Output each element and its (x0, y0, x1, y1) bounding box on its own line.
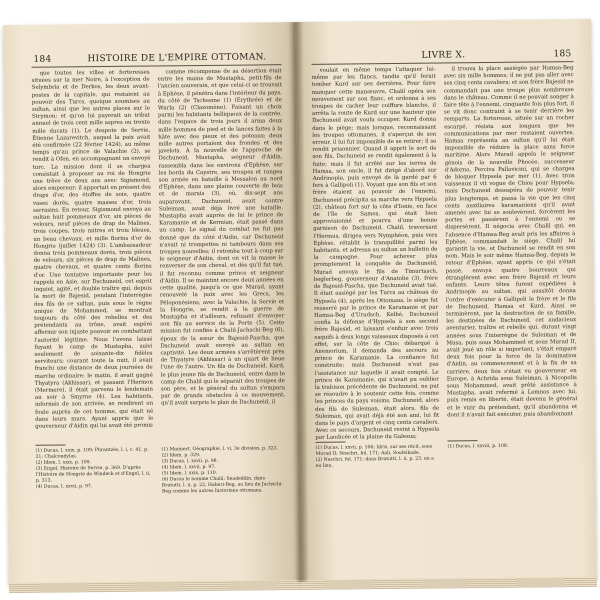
page-edge (9, 580, 301, 593)
footnote-rule (35, 444, 65, 445)
left-page (3, 22, 301, 585)
footnote: (4) Ducas, l. xxvii, p. 97. (35, 484, 93, 490)
text-column-1 (32, 70, 154, 437)
footnote: (1) Mannert, Géographie, l. vi, 3e division, p. 322. (161, 446, 279, 453)
footnotes-column-1 (36, 448, 154, 491)
body-text: voulait en même temps l'attaquer lui-même par les flancs, tandis qu'il ferait tomber Kurd sur ses derrières. Pour faire manquer cette manœuvre, Chalil opéra son mouvement sur son flanc, et ordonna à ses troupes de cacher leur coiffure blanche, il arrêta la route de Kurd sur une hauteur que Dschuneid avait voulu occuper. Kurd donna dans le piège; mais lorsque, reconnaissant les troupes ottomanes, il s'aperçut de son erreur, il lui fut impossible de se retirer; il se rendit prisonnier. Quand il apprit le sort de son fils, Dschuneid se rendit également à la fuite; mais il fut arrêté sur les terres de Hamsa, son oncle, il fut dirigé d'abord sur Andrinople, puis envoyé de là gardé par 6 fers à Gallipoli (1). Voyant que son fils et son frère étaient au pouvoir de l'ennemi, Dschuneid précipita sa marche vers Hypsela (2), château fort sur la côte d'Ionie, en face de l'île de Samos, qui était bien approvisionné et pourvu d'une bonne garnison de Dschuneid. Chalil, traversant l'Hermus, dirigea vers Nymphéon, puis vers Ephèse, rétablit la tranquillité parmi les habitants, et adressa au sultan un bulletin de la campagne. Pour achever plus promptement la conquête de Dschuneid, Murad envoya le fils de Timurtasch, beglerbeg, gouverneur d'Anatolie (3), frère de Bajesid-Pascha, que Dschuneid avait tué. Il était assiégé par les Turcs au château de Hypsela (4), après les Ottomans, le siège fut resserré par le prince de Karamanie et par Hamsa-Beg d'Urudsch. Kelbé, Dschuneid confia la défense d'Hypsela à son second frère Bajesid, et laissant s'enfuir avec trois esquifs à deux longs vaisseaux disposés à cet effet, sur la côte de Chio; débarqué à Anemorium, il demanda des secours au prince de Karamanie. La confiance fut construite; mais Dschuneid n'eut pas l'assistance sur laquelle il avait compté. Le prince de Karamanie, qui n'avait pu oublier la trahison précédente de Dschuneid, ne put se résoudre à le soutenir cette fois, comme les princes du pays voisins. Dschuneid, alors des fils de Suleiman, était alors, fils de Suleiman, qui avait déjà été son ami, lui fit dans le pays d'argent et cinq cents cavaliers. Avec ce secours, Dschuneid revint à Hypsela par Laodicée et la plaine du Galesus; (311, 66, 440, 442)
footnote: (1) Ducas, l. xxviii, p. 108. (447, 443, 509, 450)
footnotes-column-2 (447, 443, 577, 450)
header-rule (312, 61, 574, 65)
page-number: 184 (33, 54, 52, 65)
footnote: (2) Idem, p. 329. (161, 453, 201, 459)
footnotes-column-2 (162, 446, 286, 495)
footnote-rule (315, 442, 345, 443)
footnote: (3) Engel, Histoire de Servie, p. 369. D'après l'Histoire de Hongrie de Windeck et d'Engel, l. ii, p. 313. (35, 465, 151, 484)
footnote: (6) Ducas le nomme Chalil; Seadeddin, dans Bratutti, l. ii, p. 22, Haberi-Beg, au lieu de Jachschi-Beg comme les autres historiens ottomans. (161, 476, 283, 495)
text-column-2 (158, 68, 286, 435)
body-text: il trouva la place assiégée par Hamsa-Beg avec six mille hommes; il ne put pas aller avec ses cinq cents cavaliers; et son frère Bajesid ne commandait pas une troupe plus nombreuse dans le château. Comme il ne pouvait songer à faire tête à l'ennemi, cinquante fois plus fort, il se vit donc contraint à se tenir derrière les remparts. La forteresse, située sur un rocher escarpé, résista aux longues que les communications par mer restaient ouvertes. Hamsa représenta au sultan qu'il lui était impossible de réduire la place sans force maritime. Alors Murad appela le seigneur génois de la nouvelle Phocée, successeur d'Adorno, Perciva Pallavicini, qui se chargea de bloquer Hypsela par mer (1). Avec trois vaisseaux il vit vogue de Chios pour Hypsela; mais Dschuneid desespéra de pouvoir tenir plus longtemps, et passa la vie que les cinq cents auxiliaires karamaniens qu'il avait amenés avec lui se soulevèrent, forcèrent les portes et passèrent à l'ennemi ou se dispersèrent. Il négocia avec Chalil qui, en l'absence d'Hamsa-Beg avait pris les affaires à Ephèse, commandait le siège. Chalil lui garantit la vie, et Dschuneid se rendit en son nom. Mais le soir même Hamsa-Beg, depuis le retour d'Ephèse, ayant appris ce qui s'était passé, envoya quatre bourreaux qui étranglèrent avec son frère Bajesid et leurs enfants. Leurs têtes furent expédiées à Andrinople au sultan, qui aussitôt donna l'ordre d'exécuter à Gallipoli le frère et le fils de Dschuneid, Hamsa et Kurd. Ainsi se terminèrent, par la destruction de sa famille, les destinées de Dschuneid, cet audacieux aventurier, traître et rebelle qui, durant vingt années sous l'interrègne de Suleiman et de Musa, puis sous Mohammed et sous Murad II, avait joué un rôle si important, s'était emparé deux fois pour la force de la domination d'Aidin, au commencement et à la fin de sa carrière, deux fois s'était vu gouverneur en Europe, à Achrida sous Suleiman, à Nicopolis sous Mohammed, avait prêté assistance à Mustapha, avait refermé à Lemnos avec lui, puis remis en liberté, était devenu le général et le vizir du prétendant, qu'il abandonna et dont il n'avait fait exécuter, puis abandonnant (443, 65, 578, 419)
page-number: 185 (553, 49, 572, 60)
body-text: que toutes les villes et forteresses situées sur la mer Noire, à l'exception de Selymbria et de Derkos, les deux avant-postes de la capitale, qui restaient au pouvoir des Turcs, quoique soumises au sultan, ainsi que les autres places sur le Strymon; et qu'on lui payerait un tribut annuel de trois cent mille aspres ou trente mille ducats (1). Le despote de Servie, Étienne Lazarevitch, auquel la paix avait été confirmée (22 février 1424), au même temps qu'au prince de Valachie (2), se rendit à Ofen, en accompagnant un envoyé turc. La mission dont il se chargea consistait à proposer au roi de Hongrie une trêve de deux ans avec Sigismond, alors empereur; il apportait en présent des draps d'or, des étoffes de soie, quatre vases dorés, quatre masses d'or, trois sarrasins. En retour, Sigismond envoya au sultan huit pommeaux d'or, six pièces de velours, neuf pièces de drap de Malines, trois coupes, trois mitres et trois bleues, un beau chevaux, et mille florins d'or de Hongrie (juillet 1424) (3). L'ambassadeur donna trois pommeaux dorés, trois pièces de velours, six pièces de drap de Malines, quatre chevaux, et quatre cents florins d'or. Une tentative importante pour les rappels en Asie, sur Dschuneid, cet esprit inquiet, agité, et double traître qui, depuis la mort de Bajesid, pendant l'interrègne des fils de ce sultan, puis sous le règne unique de Mohammed, se montrait toujours du côté des rebelles et des prétendants au trône, avait espéré affermir son injuste pouvoir en combattant l'autorité légitime. Nous l'avons laissé fuyant le camp de Mustapha, suivi seulement de soixante-dix fidèles serviteurs; courant toute la nuit, il avait franchi une distance de deux journées de marche ordinaire; le matin, il avait gagné Thyatyra (Akhissar), et passant l'Hermon (Mermere), il était parvenu le lendemain au soir à Smyrne (4). Les habitants, informés de son arrivée, se rendirent en foule auprès de cet homme, qui était né dans leurs murs. Ayant appris que le gouverneur d'Aidin qui lui avait été promis (31, 69, 154, 430)
footnote: (2) Neschri, fol. 171; dans Bratutti, l. ii, p. 23, en a eu lieu. (315, 456, 434, 469)
text-column-2 (444, 65, 578, 432)
footnote-rule (447, 440, 477, 441)
footnotes-column-1 (316, 445, 440, 470)
footnote: (3) Ducas, l. xxvii, p. 98. (161, 458, 219, 465)
footnote: (1) Ducas, l. xxix, p. 109; Phrantzès, l. i, c. 41, p. 21; Chalcondylas. (35, 447, 149, 460)
footnote: (1) Ducas, l. xxvii, p. 106; Idris, sur ses récit, sous Murad II; Neschri, fol. 171; Aali, Souleikade. (315, 444, 433, 457)
header-rule (32, 64, 282, 68)
running-title: LIVRE X. (421, 50, 466, 61)
page-edge (301, 577, 597, 590)
footnote: (4) Idem, l. xxvii, p. 97. (161, 464, 216, 471)
footnote: (2) Idem, l. xxix, p. 109. (35, 460, 92, 466)
body-text: comme récompense de sa désertion était entre les mains de Mustapha, petit-fils de l'ancien souverain, et que celui-ci se trouvait à Ephèse, il pénétra dans l'intérieur du pays, du côté de Tschesme (1) (Erythrée) et de Wurla (2) (Clazomène). Faisant un choix parmi les habitants belliqueux de la contrée, dans l'espace de trois jours il arma deux mille hommes de pied et de lances faites à la hâte avec des pieux et des poteaux; deux mille autres portaient des frondes et des javelots. À la nouvelle de l'approche de Dschuneid, Mustapha, seigneur d'Aidin, rassembla dans les environs d'Ephèse, sur les bords du Caystre, ses troupes et rangea son armée en bataille à Messalon au nord d'Ephèse, dans une plaine couverte de bois et de marais (3), où, dix-sept ans auparavant, Dschuneid, avait contre Suleiman, avait déjà livré une bataille. Mustapha avait auprès de lui le prince de Karamanie et de Kermian, était passé dans un camp. Le signal du combat ne fut pas donné que du côté d'Aidin, car Dschuneid n'avait ni trompettes ni tambours dans ses troupes nouvelles; il retomba tout à coup sur le seigneur d'Aidin, dont on vit la masse le renverser de son cheval, et dès qu'il fut tué, il fut reconnu comme prince et seigneur d'Aidin. Il se maintint encore deux années en cette qualité, jusqu'à ce que Murad, ayant renouvelé la paix avec les Grecs, les Péloponésiens, avec la Valachie, la Servie et la Hongrie, se rendit à la guerre de Mustapha et d'ailleurs, refusant d'envoyer son fils au service de la Porte (5). Cette mission fut confiée à Chalil-Jachschi-Beg (6), époux de la sœur de Bajesid-Pascha, que Dschuneid avait envoyé au sultan en captivité. Les deux armées s'arrêtèrent près de Thyatyre (Akhissar) à un quart de lieue l'une de l'autre. Un fils de Dschuneid, Kurd, le plus jeune fils de Dschuneid, entre dans le camp de Chalil qui le séparait des troupes de son père, et le général du sultan s'empara par de grands obstacles à ce mouvement, qu'il avait surpris le plan de Dschuneid, il (157, 68, 286, 407)
open-book (3, 19, 597, 585)
running-title: HISTOIRE DE L'EMPIRE OTTOMAN. (87, 52, 267, 65)
right-page (295, 19, 597, 582)
footnote: (5) Idem, l. xxix, p. 110. (161, 470, 218, 477)
text-column-1 (311, 66, 440, 442)
